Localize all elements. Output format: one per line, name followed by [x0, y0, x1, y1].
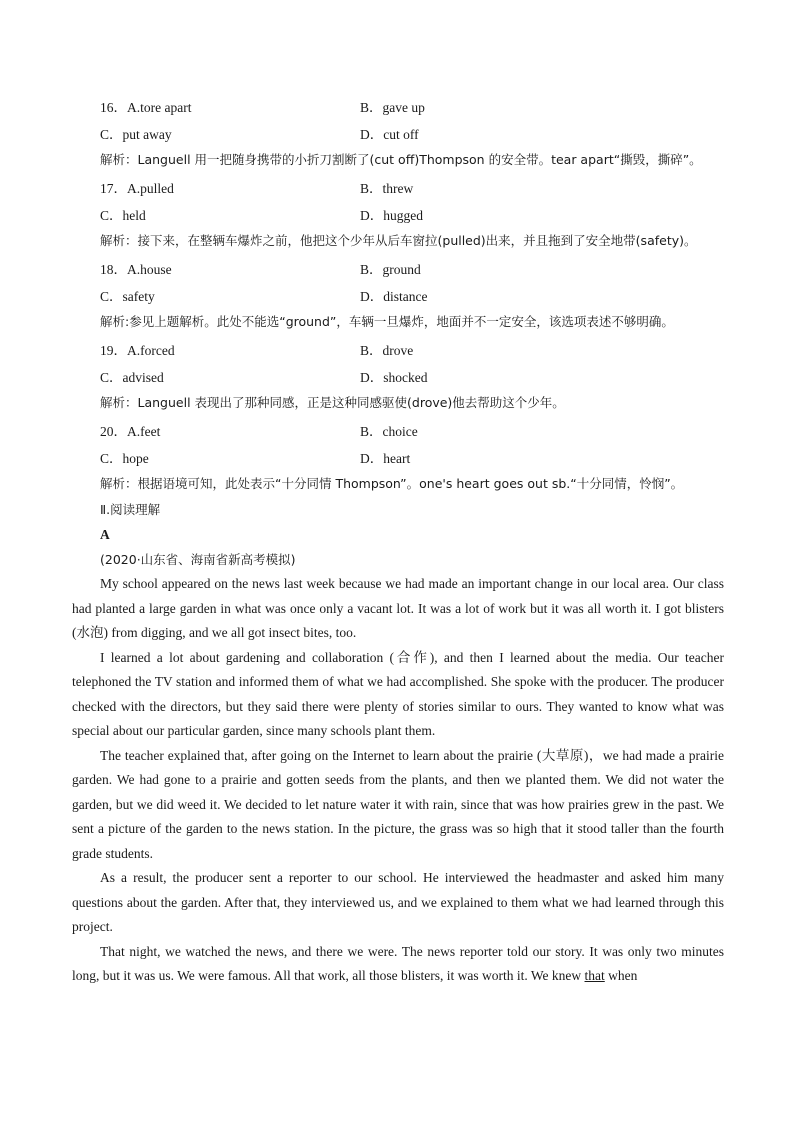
question-20-row-ab: [72, 416, 724, 443]
question-19-option-d: D．shocked: [360, 369, 428, 385]
question-20-option-a: 20．A.feet: [100, 423, 161, 439]
question-18-option-d: D．distance: [360, 288, 428, 304]
question-16-option-c: C．put away: [100, 126, 172, 142]
passage-paragraph-4: As a result, the producer sent a reporter to our school. He interviewed the headmaster and asked him many questions about the garden. After that, they interviewed us, and we explained to them what we had learned through this project.: [72, 870, 724, 934]
question-18-row-ab: [72, 254, 724, 281]
question-17-option-a: 17．A.pulled: [100, 180, 174, 196]
question-16-option-d: D．cut off: [360, 126, 419, 142]
question-19-row-ab: [72, 335, 724, 362]
question-19-row-cd: [72, 362, 724, 389]
question-20-option-d: D．heart: [360, 450, 411, 466]
question-20-option-b: B．choice: [360, 423, 418, 439]
passage-paragraph-1: My school appeared on the news last week because we had made an important change in our local area. Our class had planted a large garden in what was once only a vacant lot. It was a lot of work but it was all worth it. I got blisters (水泡) from digging, and we all got insect bites, too.: [72, 576, 724, 640]
passage-source: (2020·山东省、海南省新高考模拟): [100, 552, 296, 567]
question-19-option-b: B．drove: [360, 342, 414, 358]
question-17-row-ab: [72, 173, 724, 200]
question-18-option-c: C．safety: [100, 288, 155, 304]
question-16-row-cd: [72, 119, 724, 146]
passage-paragraph-2: I learned a lot about gardening and collaboration (合作), and then I learned about the media. Our teacher telephoned the TV station and informed them of what we had accomplished. She spoke with the producer. The producer checked with the directors, but they said there were plenty of stories similar to ours. They wanted to know what was special about our particular garden, since many schools plant them.: [72, 649, 724, 738]
question-16-explanation: 解析：Languell 用一把随身携带的小折刀割断了(cut off)Thompson 的安全带。tear apart“撕毁，撕碎”。: [100, 152, 702, 167]
question-20-row-cd: [72, 443, 724, 470]
passage-paragraph-3: The teacher explained that, after going on the Internet to learn about the prairie (大草原)，we had made a prairie garden. We had gone to a prairie and gotten seeds from the plants, and then we planted them. We did not water the garden, but we did weed it. We decided to let nature water it with rain, since that was how prairies grew in the past. We sent a picture of the garden to the news station. In the picture, the grass was so high that it stood taller than the fourth grade students.: [72, 747, 724, 861]
document-page: [72, 92, 724, 989]
question-17-option-d: D．hugged: [360, 207, 423, 223]
part-label: A: [100, 527, 110, 542]
question-17-option-b: B．threw: [360, 180, 414, 196]
section-title: Ⅱ.阅读理解: [100, 502, 161, 517]
question-20-explanation: 解析：根据语境可知，此处表示“十分同情 Thompson”。one's heart goes out sb.“十分同情，怜悯”。: [100, 476, 684, 491]
passage-paragraph-5: That night, we watched the news, and there we were. The news reporter told our story. It was only two minutes long, but it was us. We were famous. All that work, all those blisters, it was worth it. We knew that when: [72, 943, 724, 983]
question-16-row-ab: [72, 92, 724, 119]
question-18-row-cd: [72, 281, 724, 308]
question-16-option-b: B．gave up: [360, 99, 425, 115]
question-18-explanation: 解析:参见上题解析。此处不能选“ground”，车辆一旦爆炸，地面并不一定安全，该选项表述不够明确。: [100, 314, 674, 329]
question-19-option-a: 19．A.forced: [100, 342, 175, 358]
underlined-word: that: [584, 968, 605, 983]
question-18-option-a: 18．A.house: [100, 261, 172, 277]
question-18-option-b: B．ground: [360, 261, 421, 277]
question-20-option-c: C．hope: [100, 450, 149, 466]
question-19-explanation: 解析：Languell 表现出了那种同感，正是这种同感驱使(drove)他去帮助这个少年。: [100, 395, 565, 410]
question-17-row-cd: [72, 200, 724, 227]
question-17-option-c: C．held: [100, 207, 146, 223]
question-19-option-c: C．advised: [100, 369, 164, 385]
question-17-explanation: 解析：接下来，在整辆车爆炸之前，他把这个少年从后车窗拉(pulled)出来，并且拖到了安全地带(safety)。: [100, 233, 697, 248]
question-16-option-a: 16．A.tore apart: [100, 99, 192, 115]
